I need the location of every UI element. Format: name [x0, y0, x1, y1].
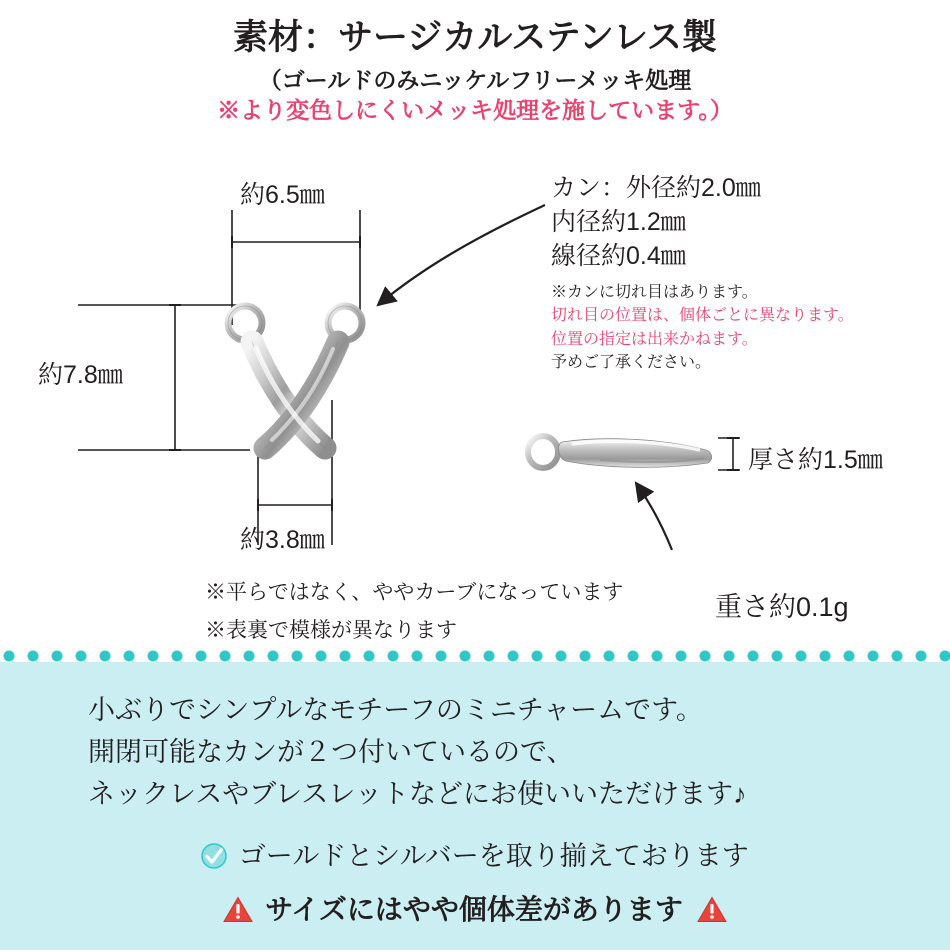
description-line-2: 開閉可能なカンが２つ付いているので、 — [88, 736, 574, 767]
ring-note-1: ※カンに切れ目はあります。 — [551, 284, 758, 302]
header — [0, 0, 950, 126]
description-panel — [0, 662, 950, 950]
warning-triangle-icon-right — [697, 896, 727, 923]
description-line-3: ネックレスやブレスレットなどにお使いいただけます♪ — [88, 778, 747, 809]
height-dimension-label: 約7.8㎜ — [38, 361, 123, 389]
ring-inner-diameter: 内径約1.2㎜ — [551, 207, 686, 236]
ring-outer-diameter: カン：外径約2.0㎜ — [551, 174, 761, 202]
ring-callout — [551, 172, 921, 374]
ring-wire-diameter: 線径約0.4㎜ — [551, 241, 686, 270]
dotted-divider-graphic — [0, 650, 950, 662]
size-variation-line — [0, 888, 950, 928]
description-text — [88, 690, 888, 816]
dimension-diagram — [0, 150, 950, 655]
ring-notes — [551, 281, 921, 374]
dotted-divider — [0, 650, 950, 662]
header-subtitle-1: （ゴールドのみニッケルフリーメッキ処理 — [258, 66, 692, 93]
shape-note-pattern: ※表裏で模様が異なります — [205, 619, 457, 642]
bottom-width-dimension-label: 約3.8㎜ — [240, 526, 325, 554]
page-title: 素材：サージカルステンレス製 — [233, 18, 717, 57]
thickness-dimension-label: 厚さ約1.5㎜ — [748, 446, 883, 474]
size-variation-text: サイズにはやや個体差があります — [265, 894, 683, 925]
description-line-1: 小ぶりでシンプルなモチーフのミニチャームです。 — [88, 695, 703, 725]
warning-triangle-icon — [223, 896, 253, 923]
color-availability-text: ゴールドとシルバーを取り揃えております — [238, 841, 749, 871]
weight-label: 重さ約0.1g — [715, 592, 849, 622]
width-dimension-label: 約6.5㎜ — [240, 181, 325, 209]
color-availability-line — [0, 834, 950, 873]
ring-note-3: 位置の指定は出来かねます。 — [551, 330, 758, 348]
ring-note-2: 切れ目の位置は、個体ごとに異なります。 — [551, 307, 854, 325]
ring-note-4: 予めご了承ください。 — [551, 353, 712, 371]
header-subtitle-2: ※より変色しにくいメッキ処理を施しています。） — [217, 96, 733, 123]
check-circle-icon — [201, 843, 227, 869]
shape-note-curve: ※平らではなく、ややカーブになっています — [205, 581, 624, 604]
